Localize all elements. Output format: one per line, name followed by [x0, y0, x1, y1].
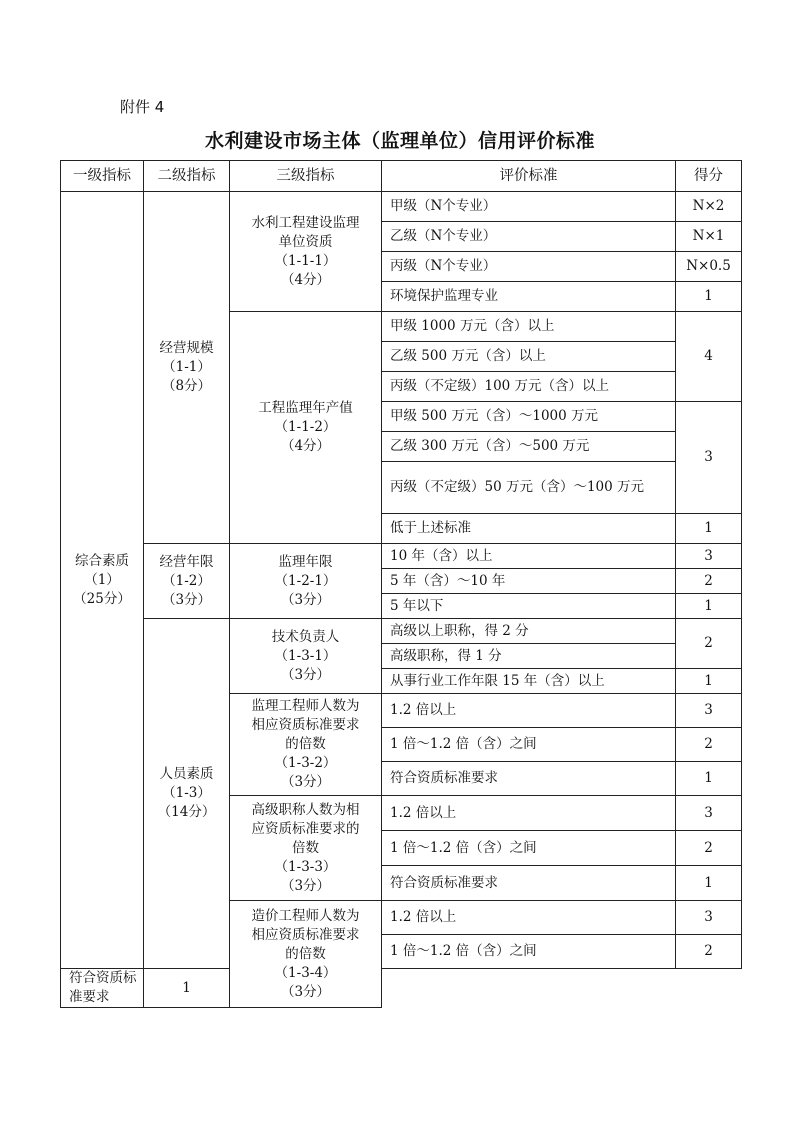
score-cell: 1	[676, 669, 742, 694]
credit-evaluation-table	[60, 160, 742, 1008]
score-cell: 1	[676, 594, 742, 619]
score-cell: 3	[676, 796, 742, 831]
level2-business-scale: 经营规模 （1-1） （8分）	[144, 192, 230, 544]
level3-cost-engineers: 造价工程师人数为 相应资质标准要求 的倍数 （1-3-4） （3分）	[230, 901, 382, 1008]
criteria-cell: 符合资质标准要求	[382, 866, 676, 901]
criteria-cell: 1 倍～1.2 倍（含）之间	[382, 935, 676, 969]
criteria-cell: 环境保护监理专业	[382, 282, 676, 312]
level3-senior-titles: 高级职称人数为相 应资质标准要求的 倍数 （1-3-3） （3分）	[230, 796, 382, 901]
attachment-label: 附件 4	[120, 98, 165, 116]
score-cell: 2	[676, 935, 742, 969]
criteria-cell: 甲级（N个专业）	[382, 192, 676, 222]
score-cell: 2	[676, 619, 742, 669]
header-score: 得分	[676, 161, 742, 192]
criteria-cell: 1.2 倍以上	[382, 796, 676, 831]
score-cell: 3	[676, 402, 742, 514]
header-row	[61, 161, 742, 192]
criteria-cell: 低于上述标准	[382, 514, 676, 544]
criteria-cell: 1.2 倍以上	[382, 901, 676, 935]
score-cell: 1	[676, 514, 742, 544]
criteria-cell: 丙级（不定级）50 万元（含）～100 万元	[382, 462, 676, 514]
score-cell: 1	[676, 762, 742, 796]
score-cell: 3	[676, 694, 742, 728]
table-row	[61, 544, 742, 569]
level3-annual-output: 工程监理年产值 （1-1-2） （4分）	[230, 312, 382, 544]
criteria-cell: 丙级（不定级）100 万元（含）以上	[382, 372, 676, 402]
table-row	[61, 969, 742, 1008]
level3-supervision-years: 监理年限 （1-2-1） （3分）	[230, 544, 382, 619]
score-cell: 4	[676, 312, 742, 402]
table-row	[61, 192, 742, 222]
level3-supervisor-engineers: 监理工程师人数为 相应资质标准要求 的倍数 （1-3-2） （3分）	[230, 694, 382, 796]
criteria-cell: 高级职称，得 1 分	[382, 644, 676, 669]
score-cell: 3	[676, 901, 742, 935]
score-cell: 3	[676, 544, 742, 569]
criteria-cell: 5 年以下	[382, 594, 676, 619]
document-title: 水利建设市场主体（监理单位）信用评价标准	[204, 130, 595, 152]
header-criteria: 评价标准	[382, 161, 676, 192]
criteria-cell: 10 年（含）以上	[382, 544, 676, 569]
criteria-cell: 1 倍～1.2 倍（含）之间	[382, 728, 676, 762]
score-cell: N×1	[676, 222, 742, 252]
table-row	[61, 619, 742, 644]
score-cell: 1	[144, 969, 230, 1008]
criteria-cell: 符合资质标准要求	[61, 969, 144, 1008]
level1-comprehensive-quality: 综合素质 （1） （25分）	[61, 192, 144, 969]
score-cell: 1	[676, 866, 742, 901]
criteria-cell: 高级以上职称，得 2 分	[382, 619, 676, 644]
criteria-cell: 乙级 300 万元（含）～500 万元	[382, 432, 676, 462]
header-level3: 三级指标	[230, 161, 382, 192]
criteria-cell: 5 年（含）～10 年	[382, 569, 676, 594]
score-cell: 2	[676, 569, 742, 594]
criteria-cell: 丙级（N个专业）	[382, 252, 676, 282]
criteria-cell: 乙级（N个专业）	[382, 222, 676, 252]
score-cell: 2	[676, 831, 742, 866]
level2-personnel-quality: 人员素质 （1-3） （14分）	[144, 619, 230, 969]
criteria-cell: 从事行业工作年限 15 年（含）以上	[382, 669, 676, 694]
criteria-cell: 1.2 倍以上	[382, 694, 676, 728]
header-level1: 一级指标	[61, 161, 144, 192]
criteria-cell: 1 倍～1.2 倍（含）之间	[382, 831, 676, 866]
level2-business-years: 经营年限 （1-2） （3分）	[144, 544, 230, 619]
score-cell: N×0.5	[676, 252, 742, 282]
criteria-cell: 乙级 500 万元（含）以上	[382, 342, 676, 372]
score-cell: 1	[676, 282, 742, 312]
score-cell: N×2	[676, 192, 742, 222]
criteria-cell: 甲级 500 万元（含）～1000 万元	[382, 402, 676, 432]
criteria-cell: 甲级 1000 万元（含）以上	[382, 312, 676, 342]
level3-qualification: 水利工程建设监理 单位资质 （1-1-1） （4分）	[230, 192, 382, 312]
level3-tech-lead: 技术负责人 （1-3-1） （3分）	[230, 619, 382, 694]
score-cell: 2	[676, 728, 742, 762]
header-level2: 二级指标	[144, 161, 230, 192]
criteria-cell: 符合资质标准要求	[382, 762, 676, 796]
